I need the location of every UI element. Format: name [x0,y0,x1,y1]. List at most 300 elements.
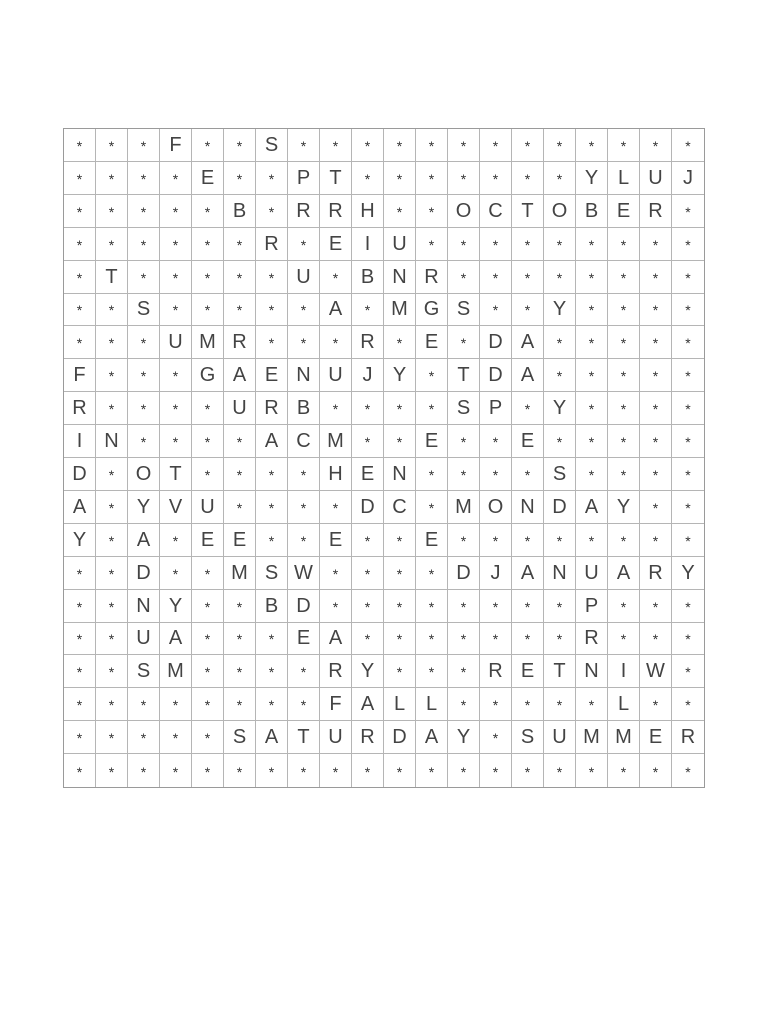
grid-filler-cell: * [160,228,192,261]
grid-filler-cell: * [288,228,320,261]
grid-letter-cell: U [320,721,352,754]
grid-filler-cell: * [160,294,192,327]
grid-filler-cell: * [640,754,672,787]
grid-letter-cell: A [64,491,96,524]
grid-filler-cell: * [640,425,672,458]
grid-letter-cell: B [576,195,608,228]
grid-letter-cell: S [128,655,160,688]
grid-letter-cell: N [288,359,320,392]
grid-letter-cell: E [256,359,288,392]
grid-letter-cell: U [576,557,608,590]
grid-filler-cell: * [576,326,608,359]
grid-letter-cell: D [64,458,96,491]
grid-letter-cell: S [256,129,288,162]
grid-letter-cell: E [512,425,544,458]
grid-filler-cell: * [480,261,512,294]
grid-filler-cell: * [685,763,691,780]
grid-letter-cell: V [160,491,192,524]
grid-filler-cell: * [576,425,608,458]
grid-filler-cell: * [224,754,256,787]
grid-letter-cell: R [416,261,448,294]
grid-filler-cell: * [608,359,640,392]
grid-letter-cell: Y [544,294,576,327]
grid-filler-cell: * [256,458,288,491]
grid-filler-cell: * [64,754,96,787]
grid-filler-cell: * [128,425,160,458]
grid-letter-cell: Y [128,491,160,524]
grid-letter-cell: R [288,195,320,228]
grid-filler-cell: * [640,228,672,261]
grid-filler-cell: * [192,294,224,327]
grid-filler-cell: * [544,524,576,557]
grid-filler-cell: * [672,458,704,491]
grid-filler-cell: * [96,129,128,162]
grid-letter-cell: U [192,491,224,524]
grid-filler-cell: * [448,458,480,491]
grid-filler-cell: * [544,359,576,392]
grid-letter-cell: E [416,326,448,359]
grid-letter-cell: A [512,557,544,590]
grid-filler-cell: * [160,195,192,228]
grid-filler-cell: * [512,294,544,327]
grid-filler-cell: * [96,326,128,359]
grid-filler-cell: * [128,688,160,721]
grid-filler-cell: * [416,754,448,787]
grid-filler-cell: * [192,425,224,458]
grid-letter-cell: Y [576,162,608,195]
grid-filler-cell: * [256,162,288,195]
grid-letter-cell: A [608,557,640,590]
grid-filler-cell: * [480,721,512,754]
grid-letter-cell: R [256,392,288,425]
grid-filler-cell: * [672,425,704,458]
grid-letter-cell: M [608,721,640,754]
grid-filler-cell: * [128,195,160,228]
grid-letter-cell: A [160,623,192,656]
grid-filler-cell: * [448,590,480,623]
grid-filler-cell: * [192,557,224,590]
grid-filler-cell: * [448,655,480,688]
grid-filler-cell: * [672,195,704,228]
grid-filler-cell: * [544,129,576,162]
grid-filler-cell: * [160,162,192,195]
grid-filler-cell: * [672,129,704,162]
grid-filler-cell: * [352,294,384,327]
grid-filler-cell: * [224,491,256,524]
grid-filler-cell: * [160,688,192,721]
grid-filler-cell: * [576,524,608,557]
grid-filler-cell: * [544,261,576,294]
grid-filler-cell: * [384,557,416,590]
grid-filler-cell: * [608,294,640,327]
grid-filler-cell: * [416,655,448,688]
grid-letter-cell: R [352,721,384,754]
grid-filler-cell: * [384,129,416,162]
grid-filler-cell: * [224,425,256,458]
grid-letter-cell: O [448,195,480,228]
grid-filler-cell: * [320,754,352,787]
grid-filler-cell: * [544,425,576,458]
grid-filler-cell: * [512,392,544,425]
grid-filler-cell: * [96,228,128,261]
grid-letter-cell: A [320,623,352,656]
grid-filler-cell: * [160,754,192,787]
grid-filler-cell: * [640,129,672,162]
grid-letter-cell: M [448,491,480,524]
grid-filler-cell: * [192,754,224,787]
grid-letter-cell: O [128,458,160,491]
grid-filler-cell: * [320,326,352,359]
grid-filler-cell: * [256,491,288,524]
grid-filler-cell: * [576,359,608,392]
grid-filler-cell: * [448,425,480,458]
grid-letter-cell: U [384,228,416,261]
grid-filler-cell: * [64,129,96,162]
grid-letter-cell: C [480,195,512,228]
grid-letter-cell: B [256,590,288,623]
grid-letter-cell: T [512,195,544,228]
grid-filler-cell: * [576,228,608,261]
grid-filler-cell: * [224,458,256,491]
grid-filler-cell: * [96,294,128,327]
grid-letter-cell: G [192,359,224,392]
grid-letter-cell: W [288,557,320,590]
grid-letter-cell: Y [608,491,640,524]
grid-filler-cell: * [544,623,576,656]
grid-filler-cell: * [224,655,256,688]
grid-filler-cell: * [128,754,160,787]
grid-filler-cell: * [288,655,320,688]
grid-filler-cell: * [256,623,288,656]
grid-letter-cell: W [640,655,672,688]
grid-filler-cell: * [64,261,96,294]
grid-letter-cell: T [448,359,480,392]
grid-letter-cell: R [320,195,352,228]
grid-filler-cell: * [320,129,352,162]
grid-letter-cell: N [128,590,160,623]
grid-filler-cell: * [448,754,480,787]
grid-filler-cell: * [576,129,608,162]
grid-filler-cell: * [544,162,576,195]
grid-filler-cell: * [352,557,384,590]
grid-letter-cell: A [512,359,544,392]
grid-letter-cell: Y [544,392,576,425]
grid-filler-cell: * [384,754,416,787]
grid-letter-cell: J [480,557,512,590]
grid-letter-cell: A [512,326,544,359]
grid-letter-cell: N [96,425,128,458]
grid-filler-cell: * [96,688,128,721]
grid-filler-cell: * [608,228,640,261]
grid-letter-cell: D [288,590,320,623]
grid-filler-cell: * [384,623,416,656]
grid-letter-cell: I [64,425,96,458]
grid-letter-cell: E [416,524,448,557]
grid-filler-cell: * [672,326,704,359]
grid-filler-cell: * [192,458,224,491]
grid-filler-cell: * [480,623,512,656]
grid-filler-cell: * [128,359,160,392]
grid-letter-cell: Y [160,590,192,623]
grid-letter-cell: H [352,195,384,228]
grid-filler-cell: * [640,491,672,524]
grid-filler-cell: * [352,590,384,623]
grid-letter-cell: R [320,655,352,688]
grid-filler-cell: * [352,392,384,425]
grid-letter-cell: P [288,162,320,195]
grid-letter-cell: E [608,195,640,228]
grid-letter-cell: A [256,425,288,458]
grid-filler-cell: * [224,294,256,327]
grid-letter-cell: S [256,557,288,590]
grid-letter-cell: Y [64,524,96,557]
grid-letter-cell: E [320,524,352,557]
grid-filler-cell: * [256,754,288,787]
grid-filler-cell: * [576,261,608,294]
grid-filler-cell: * [224,162,256,195]
grid-filler-cell: * [480,162,512,195]
grid-filler-cell: * [640,326,672,359]
grid-filler-cell: * [384,162,416,195]
grid-filler-cell: * [64,590,96,623]
grid-filler-cell: * [64,195,96,228]
grid-filler-cell: * [608,392,640,425]
grid-letter-cell: T [288,721,320,754]
grid-letter-cell: F [64,359,96,392]
grid-letter-cell: R [672,721,704,754]
grid-letter-cell: D [128,557,160,590]
grid-filler-cell: * [224,129,256,162]
grid-filler-cell: * [416,392,448,425]
grid-filler-cell: * [416,557,448,590]
grid-letter-cell: L [608,688,640,721]
grid-filler-cell: * [64,688,96,721]
grid-filler-cell: * [512,688,544,721]
grid-filler-cell: * [672,623,704,656]
grid-filler-cell: * [64,228,96,261]
grid-letter-cell: M [384,294,416,327]
grid-filler-cell: * [512,623,544,656]
grid-filler-cell: * [608,458,640,491]
grid-letter-cell: B [352,261,384,294]
grid-letter-cell: H [320,458,352,491]
grid-letter-cell: S [448,392,480,425]
grid-letter-cell: Y [384,359,416,392]
grid-letter-cell: U [224,392,256,425]
grid-filler-cell: * [96,359,128,392]
grid-filler-cell: * [192,392,224,425]
grid-filler-cell: * [640,359,672,392]
grid-filler-cell: * [224,261,256,294]
grid-filler-cell: * [544,590,576,623]
grid-filler-cell: * [288,326,320,359]
grid-filler-cell: * [480,754,512,787]
grid-filler-cell: * [672,688,704,721]
grid-filler-cell: * [416,491,448,524]
grid-letter-cell: T [96,261,128,294]
grid-filler-cell: * [608,425,640,458]
grid-letter-cell: A [576,491,608,524]
grid-filler-cell: * [96,162,128,195]
grid-filler-cell: * [288,524,320,557]
grid-filler-cell: * [672,524,704,557]
grid-letter-cell: M [576,721,608,754]
grid-filler-cell: * [224,590,256,623]
grid-filler-cell: * [448,228,480,261]
grid-filler-cell: * [224,623,256,656]
grid-filler-cell: * [160,392,192,425]
grid-filler-cell: * [64,294,96,327]
grid-filler-cell: * [480,294,512,327]
grid-filler-cell: * [288,491,320,524]
grid-filler-cell: * [640,294,672,327]
grid-filler-cell: * [64,721,96,754]
grid-filler-cell: * [96,721,128,754]
grid-letter-cell: E [352,458,384,491]
grid-letter-cell: P [576,590,608,623]
grid-filler-cell: * [352,162,384,195]
grid-letter-cell: O [544,195,576,228]
grid-letter-cell: A [416,721,448,754]
grid-filler-cell: * [192,655,224,688]
grid-letter-cell: U [128,623,160,656]
grid-letter-cell: E [224,524,256,557]
grid-filler-cell: * [192,228,224,261]
grid-filler-cell: * [96,590,128,623]
grid-filler-cell: * [384,392,416,425]
grid-filler-cell: * [288,458,320,491]
grid-filler-cell: * [96,655,128,688]
grid-letter-cell: A [256,721,288,754]
grid-letter-cell: M [192,326,224,359]
grid-filler-cell: * [352,524,384,557]
grid-filler-cell: * [448,688,480,721]
grid-filler-cell: * [320,392,352,425]
grid-filler-cell: * [640,261,672,294]
grid-filler-cell: * [512,228,544,261]
grid-filler-cell: * [448,261,480,294]
grid-letter-cell: U [544,721,576,754]
grid-filler-cell: * [608,129,640,162]
grid-filler-cell: * [672,655,704,688]
grid-filler-cell: * [448,129,480,162]
grid-filler-cell: * [160,721,192,754]
grid-letter-cell: O [480,491,512,524]
grid-letter-cell: N [384,261,416,294]
grid-filler-cell: * [160,524,192,557]
grid-filler-cell: * [128,392,160,425]
grid-filler-cell: * [640,458,672,491]
grid-filler-cell: * [160,425,192,458]
grid-letter-cell: E [416,425,448,458]
grid-filler-cell: * [160,359,192,392]
grid-letter-cell: D [544,491,576,524]
grid-filler-cell: * [608,261,640,294]
grid-letter-cell: G [416,294,448,327]
grid-filler-cell: * [416,195,448,228]
grid-filler-cell: * [128,326,160,359]
grid-filler-cell: * [256,326,288,359]
grid-letter-cell: J [352,359,384,392]
grid-letter-cell: L [384,688,416,721]
grid-filler-cell: * [192,129,224,162]
grid-filler-cell: * [672,491,704,524]
grid-filler-cell: * [128,129,160,162]
grid-letter-cell: C [288,425,320,458]
grid-letter-cell: R [576,623,608,656]
grid-filler-cell: * [576,458,608,491]
grid-filler-cell: * [416,590,448,623]
grid-filler-cell: * [64,162,96,195]
grid-filler-cell: * [576,754,608,787]
grid-filler-cell: * [480,425,512,458]
grid-filler-cell: * [416,228,448,261]
grid-filler-cell: * [256,688,288,721]
grid-filler-cell: * [192,623,224,656]
grid-filler-cell: * [256,261,288,294]
grid-letter-cell: P [480,392,512,425]
grid-filler-cell: * [256,195,288,228]
grid-letter-cell: A [128,524,160,557]
grid-filler-cell: * [640,590,672,623]
grid-filler-cell: * [640,623,672,656]
grid-letter-cell: R [352,326,384,359]
grid-filler-cell: * [448,162,480,195]
grid-filler-cell: * [512,458,544,491]
grid-filler-cell: * [352,754,384,787]
grid-letter-cell: L [608,162,640,195]
grid-filler-cell: * [320,590,352,623]
grid-letter-cell: S [544,458,576,491]
grid-filler-cell: * [672,359,704,392]
grid-filler-cell: * [608,590,640,623]
grid-filler-cell: * [352,623,384,656]
grid-letter-cell: B [288,392,320,425]
grid-letter-cell: T [544,655,576,688]
grid-filler-cell: * [672,228,704,261]
grid-letter-cell: U [320,359,352,392]
grid-filler-cell: * [352,129,384,162]
grid-filler-cell: * [448,524,480,557]
grid-filler-cell: * [416,162,448,195]
grid-letter-cell: U [160,326,192,359]
grid-filler-cell: * [512,590,544,623]
grid-letter-cell: R [640,557,672,590]
grid-letter-cell: M [320,425,352,458]
grid-filler-cell: * [320,557,352,590]
grid-filler-cell: * [608,326,640,359]
grid-filler-cell: * [512,129,544,162]
grid-filler-cell: * [544,326,576,359]
grid-filler-cell: * [416,623,448,656]
grid-filler-cell: * [96,195,128,228]
grid-letter-cell: N [544,557,576,590]
grid-letter-cell: E [320,228,352,261]
grid-filler-cell: * [96,491,128,524]
grid-filler-cell: * [480,688,512,721]
grid-letter-cell: S [224,721,256,754]
grid-filler-cell: * [480,590,512,623]
grid-filler-cell: * [288,294,320,327]
grid-letter-cell: I [608,655,640,688]
grid-filler-cell: * [448,326,480,359]
grid-filler-cell: * [512,261,544,294]
grid-filler-cell: * [128,228,160,261]
grid-filler-cell: * [128,261,160,294]
grid-filler-cell: * [608,524,640,557]
grid-letter-cell: F [160,129,192,162]
word-search-grid [63,128,705,788]
